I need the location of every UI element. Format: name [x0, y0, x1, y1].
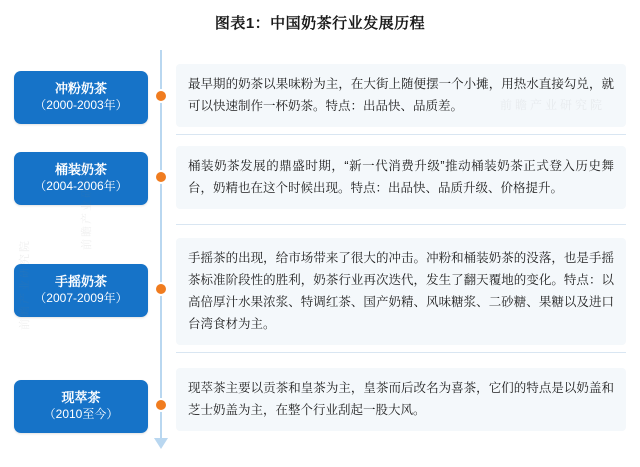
stage-description-4: 现萃茶主要以贡茶和皇茶为主，皇茶而后改名为喜茶，它们的特点是以奶盖和芝士奶盖为主，在整个行业刮起一股大风。 — [176, 368, 626, 431]
stage-divider-1 — [176, 134, 626, 135]
stage-name: 桶装奶茶 — [54, 162, 107, 177]
stage-label-3[interactable] — [14, 264, 148, 317]
stage-marker-dot-1 — [154, 89, 168, 103]
timeline-arrow-icon — [154, 438, 168, 449]
stage-name: 冲粉奶茶 — [54, 81, 107, 96]
stage-years: （2000-2003年） — [34, 98, 128, 112]
stage-marker-dot-4 — [154, 398, 168, 412]
stage-years: （2007-2009年） — [34, 291, 128, 305]
stage-years: （2004-2006年） — [34, 179, 128, 193]
stage-name: 手摇奶茶 — [54, 274, 107, 289]
page-title: 图表1：中国奶茶行业发展历程 — [214, 15, 426, 32]
stage-marker-dot-3 — [154, 282, 168, 296]
stage-divider-3 — [176, 352, 626, 353]
stage-years: （2010至今） — [43, 407, 119, 421]
stage-label-1[interactable] — [14, 71, 148, 124]
stage-label-2[interactable] — [14, 152, 148, 205]
stage-description-2: 桶装奶茶发展的鼎盛时期，“新一代消费升级”推动桶装奶茶正式登入历史舞台，奶精也在这个时候出现。特点：出品快、品质升级、价格提升。 — [176, 146, 626, 209]
stage-marker-dot-2 — [154, 170, 168, 184]
stage-description-1: 最早期的奶茶以果味粉为主，在大街上随便摆一个小摊，用热水直接勾兑，就可以快速制作一杯奶茶。特点：出品快、品质差。 — [176, 64, 626, 127]
stage-description-3: 手摇茶的出现，给市场带来了很大的冲击。冲粉和桶装奶茶的没落，也是手摇茶标准阶段性的胜利，奶茶行业再次迭代，发生了翻天覆地的变化。特点：以高倍厚汁水果浓浆、特调红茶、国产奶精、风味糖浆、二砂糖、果糖以及进口台湾食材为主。 — [176, 238, 626, 345]
stage-name: 现萃茶 — [61, 390, 101, 405]
timeline-axis — [160, 50, 162, 442]
stage-label-4[interactable] — [14, 380, 148, 433]
stage-divider-2 — [176, 224, 626, 225]
